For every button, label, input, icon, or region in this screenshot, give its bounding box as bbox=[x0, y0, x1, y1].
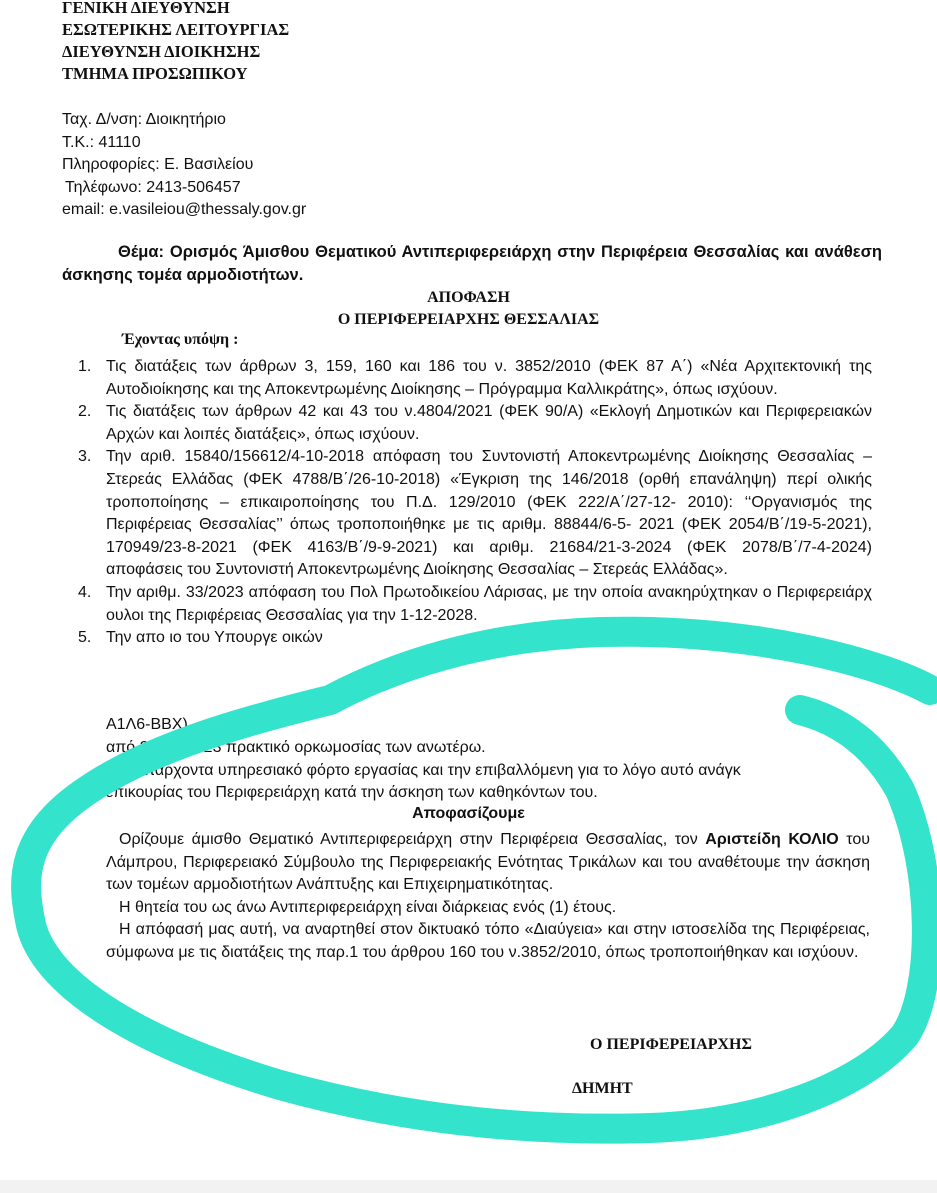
phone-line: Τηλέφωνο: 2413-506457 bbox=[65, 178, 241, 196]
item-number: 4. bbox=[78, 583, 92, 601]
item-number: 5. bbox=[78, 629, 92, 647]
header-line: ΓΕΝΙΚΗ ΔΙΕΥΘΥΝΣΗ bbox=[62, 0, 230, 17]
item-text: Την απο ιο του Υπουργε οικών bbox=[106, 629, 323, 647]
postal-code-line: Τ.Κ.: 41110 bbox=[62, 133, 141, 151]
authority-title: Ο ΠΕΡΙΦΕΡΕΙΑΡΧΗΣ ΘΕΣΣΑΛΙΑΣ bbox=[337, 311, 600, 328]
info-line: Πληροφορίες: Ε. Βασιλείου bbox=[62, 156, 254, 173]
paragraph-text: Ορίζουμε άμισθο Θεματικό Αντιπεριφερειάρχη στην Περιφέρεια Θεσσαλίας, τον bbox=[119, 831, 706, 848]
list-item bbox=[62, 356, 872, 401]
subject-label: Θέμα: bbox=[118, 243, 165, 261]
contact-block bbox=[62, 109, 306, 222]
extra-line: Α1Λ6-ΒΒΧ). bbox=[106, 716, 193, 733]
bottom-edge bbox=[0, 1180, 937, 1193]
subject-text: Ορισμός Άμισθου Θεματικού Αντιπεριφερειάρχη στην Περιφέρεια Θεσσαλίας και ανάθεση άσκησης τομέα αρμοδιοτήτων. bbox=[62, 243, 882, 284]
list-item bbox=[62, 627, 872, 650]
list-item bbox=[62, 582, 872, 627]
item-text: Την αριθμ. 33/2023 απόφαση του Πολ Πρωτοδικείου Λάρισας, με την οποία ανακηρύχτηκαν ο Περιφερειάρχ ουλοι της Περιφέρειας Θεσσαλίας για την 1-12-2028. bbox=[106, 583, 872, 624]
subject-block bbox=[62, 241, 882, 287]
header-line: ΔΙΕΥΘΥΝΣΗ ΔΙΟΙΚΗΣΗΣ bbox=[62, 42, 261, 61]
extra-line: Τον υπάρχοντα υπηρεσιακό φόρτο εργασίας και την επιβαλλόμενη για το λόγο αυτό ανάγκ bbox=[106, 762, 741, 779]
email-line: email: e.vasileiou@thessaly.gov.gr bbox=[62, 201, 307, 218]
item-text: Την αριθ. 15840/156612/4-10-2018 απόφαση του Συντονιστή Αποκεντρωμένης Διοίκησης Θεσσαλίας – Στερεάς Ελλάδας (ΦΕΚ 4788/Β΄/26-10-2018) «Έγκριση της 146/2018 (ορθή επανάληψη) περί ολικής τροποποίησης – επικαιροποίησης του Π.Δ. 129/2010 (ΦΕΚ 222/Α΄/27-12- 2010): ‘‘Οργανισμός της Περιφέρειας Θεσσαλίας’’ όπως τροποποιήθηκε με τις αριθμ. 88844/6-5- 2021 (ΦΕΚ 2054/Β΄/19-5-2021), 170949/23-8-2021 (ΦΕΚ 4163/Β΄/9-9-2021) και αριθμ. 21684/21-3-2024 (ΦΕΚ 2078/Β΄/7-4-2024) αποφάσεις του Συντονιστή Αποκεντρωμένης Διοίκησης Θεσσαλίας – Στερεάς Ελλάδας». bbox=[106, 448, 872, 579]
signer-name-partial: ΔΗΜΗΤ bbox=[572, 1080, 633, 1097]
list-item bbox=[62, 446, 872, 582]
decision-title: ΑΠΟΦΑΣΗ bbox=[427, 289, 510, 306]
considerations-list bbox=[62, 356, 872, 650]
item-number: 1. bbox=[78, 358, 92, 375]
term-paragraph: Η θητεία του ως άνω Αντιπεριφερειάρχη είναι διάρκειας ενός (1) έτους. bbox=[119, 898, 617, 916]
list-item bbox=[62, 401, 872, 446]
extra-line: επικουρίας του Περιφερειάρχη κατά την άσκηση των καθηκόντων του. bbox=[106, 784, 598, 801]
item-number: 3. bbox=[78, 448, 92, 466]
decision-body bbox=[106, 829, 870, 965]
department-header bbox=[62, 0, 289, 85]
paragraph-text: του Λάμπρου, Περιφερειακό Σύμβουλο της Περιφερειακής Ενότητας Τρικάλων και του αναθέτουμε την άσκηση των τομέων αρμοδιοτήτων Ανάπτυξης και Επιχειρηματικότητας. bbox=[106, 831, 871, 894]
appointee-name: Αριστείδη ΚΟΛΙΟ bbox=[705, 831, 839, 848]
having-regard-heading: Έχοντας υπόψη : bbox=[122, 331, 239, 348]
extra-line: από 27-12-2023 πρακτικό ορκωμοσίας των ανωτέρω. bbox=[106, 739, 486, 756]
item-number: 2. bbox=[78, 403, 92, 421]
header-line: ΤΜΗΜΑ ΠΡΟΣΩΠΙΚΟΥ bbox=[62, 64, 248, 83]
decision-heading: Αποφασίζουμε bbox=[412, 805, 525, 822]
decision-paragraph bbox=[106, 829, 870, 897]
header-line: ΕΣΩΤΕΡΙΚΗΣ ΛΕΙΤΟΥΡΓΙΑΣ bbox=[62, 20, 290, 39]
signer-title: Ο ΠΕΡΙΦΕΡΕΙΑΡΧΗΣ bbox=[590, 1036, 752, 1053]
publication-paragraph: Η απόφασή μας αυτή, να αναρτηθεί στον δικτυακό τόπο «Διαύγεια» και στην ιστοσελίδα της Περιφέρειας, σύμφωνα με τις διατάξεις της παρ.1 του άρθρου 160 του ν.3852/2010, όπως τροποποιήθηκαν και ισχύουν. bbox=[106, 921, 870, 961]
item-text: Τις διατάξεις των άρθρων 3, 159, 160 και 186 του ν. 3852/2010 (ΦΕΚ 87 Α΄) «Νέα Αρχιτεκτονική της Αυτοδιοίκησης και της Αποκεντρωμένης Διοίκησης – Πρόγραμμα Καλλικράτης», όπως ισχύουν. bbox=[106, 358, 872, 398]
item-text: Τις διατάξεις των άρθρων 42 και 43 του ν.4804/2021 (ΦΕΚ 90/Α) «Εκλογή Δημοτικών και Περιφερειακών Αρχών και λοιπές διατάξεις», όπως ισχύουν. bbox=[106, 403, 872, 443]
address-line: Ταχ. Δ/νση: Διοικητήριο bbox=[62, 111, 226, 128]
